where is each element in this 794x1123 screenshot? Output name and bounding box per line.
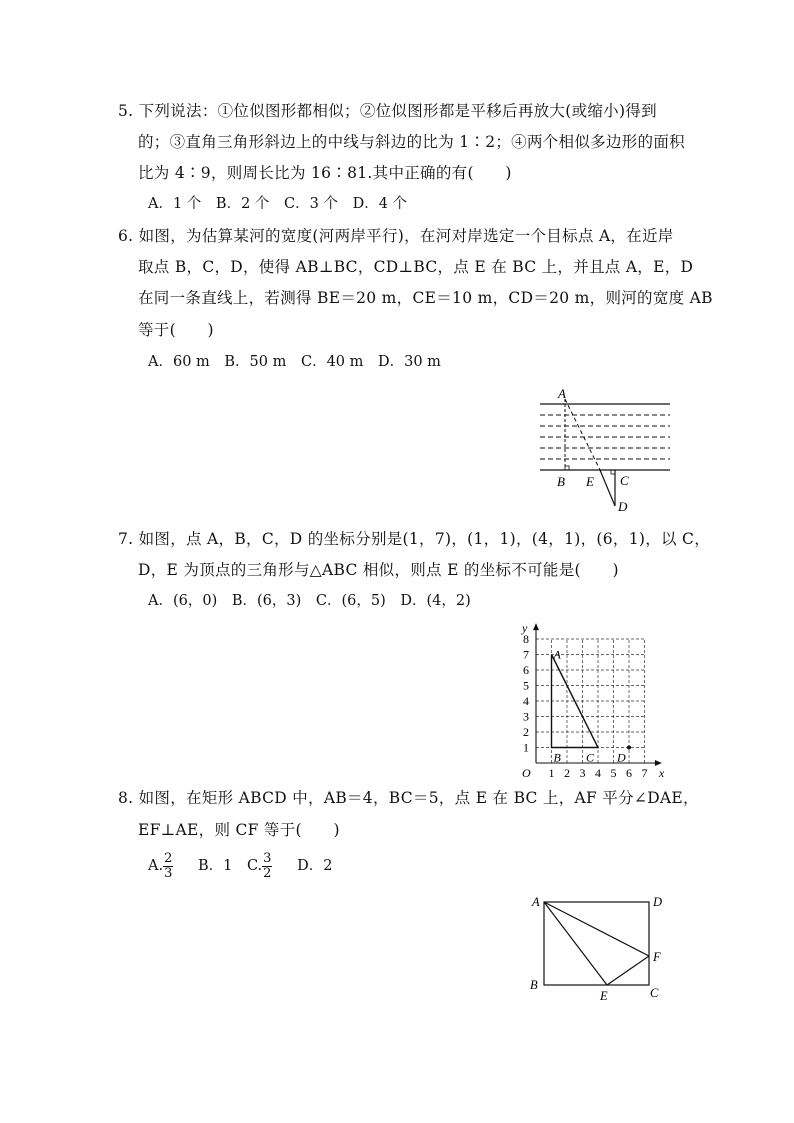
label-a: A bbox=[558, 386, 566, 401]
q7-line-2: D，E 为顶点的三角形与△ABC 相似，则点 E 的坐标不可能是( ) bbox=[138, 561, 619, 579]
point-d-dot bbox=[627, 746, 631, 750]
y-tick-label: 5 bbox=[523, 678, 529, 693]
q6-line-3: 在同一条直线上，若测得 BE＝20 m，CE＝10 m，CD＝20 m，则河的宽度 AB bbox=[138, 289, 713, 307]
y-tick-label: 1 bbox=[523, 740, 529, 755]
q7-option-b: B．(6，3) bbox=[231, 593, 302, 609]
q8-option-a-fraction bbox=[163, 852, 183, 881]
q6-line-1: 6. 如图，为估算某河的宽度(河两岸平行)，在河对岸选定一个目标点 A，在近岸 bbox=[118, 227, 674, 245]
y-tick-label: 7 bbox=[523, 647, 529, 662]
q8-line-1: 8. 如图，在矩形 ABCD 中，AB＝4，BC＝5，点 E 在 BC 上，AF 平分∠DAE， bbox=[118, 789, 699, 807]
q7-line-1: 7. 如图，点 A，B，C，D 的坐标分别是(1，7)，(1，1)，(4，1)，(6，1)，以 C， bbox=[118, 530, 710, 548]
x-tick-label: 3 bbox=[579, 766, 586, 780]
label-b: B bbox=[557, 474, 565, 489]
segment-ed bbox=[600, 470, 615, 506]
frac-denominator: 2 bbox=[263, 865, 272, 881]
segment-ef bbox=[607, 956, 649, 985]
x-tick-label: 5 bbox=[610, 766, 617, 780]
label-f: F bbox=[653, 950, 661, 964]
label-a: A bbox=[532, 895, 540, 909]
frac-numerator: 3 bbox=[263, 850, 272, 866]
q8-line-2: EF⊥AE，则 CF 等于( ) bbox=[138, 821, 340, 839]
segment-ae bbox=[544, 902, 607, 985]
q7-option-d: D．(4，2) bbox=[400, 593, 471, 609]
rectangle-abcd bbox=[544, 902, 649, 985]
q6-option-c: C．40 m bbox=[300, 354, 364, 370]
y-tick-label: 4 bbox=[523, 694, 529, 708]
q6-option-d: D．30 m bbox=[377, 354, 441, 370]
q5-options bbox=[148, 194, 417, 214]
q5-option-c: C．3 个 bbox=[284, 196, 338, 212]
x-tick-label: 7 bbox=[641, 766, 648, 780]
q5-option-a: A．1 个 bbox=[148, 196, 202, 212]
label-b: B bbox=[530, 978, 538, 992]
q8-option-b: B．1 bbox=[197, 858, 233, 874]
q8-rectangle-figure bbox=[524, 890, 674, 1005]
origin-label: O bbox=[522, 766, 531, 780]
point-label-b: B bbox=[553, 750, 561, 765]
q6-option-b: B．50 m bbox=[224, 354, 287, 370]
point-label-c: C bbox=[586, 750, 595, 765]
x-tick-label: 6 bbox=[626, 766, 632, 780]
q8-option-a-prefix: A. bbox=[148, 858, 164, 874]
q7-coordinate-figure bbox=[516, 618, 676, 782]
segment-af bbox=[544, 902, 649, 956]
frac-denominator: 3 bbox=[164, 865, 173, 881]
q6-options bbox=[148, 352, 451, 372]
q5-line-2: 的；③直角三角形斜边上的中线与斜边的比为 1∶2；④两个相似多边形的面积 bbox=[138, 133, 685, 151]
y-tick-label: 2 bbox=[523, 725, 529, 739]
q7-option-a: A．(6，0) bbox=[148, 593, 218, 609]
right-angle-b bbox=[565, 466, 569, 470]
point-label-d: D bbox=[617, 750, 626, 765]
label-c: C bbox=[650, 986, 659, 1000]
q8-option-c-prefix: C. bbox=[246, 858, 263, 874]
q6-line-4: 等于( ) bbox=[138, 321, 214, 339]
y-axis-arrow bbox=[533, 623, 539, 630]
q7-options bbox=[148, 591, 481, 611]
point-label-a: A bbox=[553, 647, 561, 662]
y-tick-label: 8 bbox=[523, 632, 529, 646]
q6-line-2: 取点 B，C，D，使得 AB⊥BC，CD⊥BC，点 E 在 BC 上，并且点 A，E，D bbox=[138, 258, 694, 276]
q5-option-d: D．4 个 bbox=[352, 196, 408, 212]
label-d: D bbox=[653, 895, 663, 909]
q8-option-c-fraction bbox=[262, 852, 282, 881]
q6-river-figure bbox=[536, 385, 676, 515]
label-e: E bbox=[586, 474, 594, 489]
q6-option-a: A．60 m bbox=[148, 354, 210, 370]
x-axis-label: x bbox=[658, 766, 665, 780]
y-tick-label: 6 bbox=[523, 663, 529, 677]
q8-option-d: D．2 bbox=[297, 858, 333, 874]
y-tick-label: 3 bbox=[523, 709, 529, 724]
label-c: C bbox=[620, 473, 629, 488]
x-tick-label: 2 bbox=[564, 766, 570, 780]
q5-option-b: B．2 个 bbox=[215, 196, 270, 212]
frac-numerator: 2 bbox=[164, 850, 173, 866]
q5-line-1: 5. 下列说法：①位似图形都相似；②位似图形都是平移后再放大(或缩小)得到 bbox=[118, 102, 657, 120]
x-tick-label: 1 bbox=[548, 766, 555, 780]
label-d: D bbox=[618, 499, 628, 514]
x-tick-label: 4 bbox=[595, 766, 601, 780]
q8-options bbox=[148, 848, 342, 884]
label-e: E bbox=[600, 989, 608, 1003]
y-axis-label: y bbox=[522, 621, 528, 636]
q7-option-c: C．(6，5) bbox=[315, 593, 386, 609]
q5-line-3: 比为 4∶9，则周长比为 16∶81.其中正确的有( ) bbox=[138, 164, 512, 182]
